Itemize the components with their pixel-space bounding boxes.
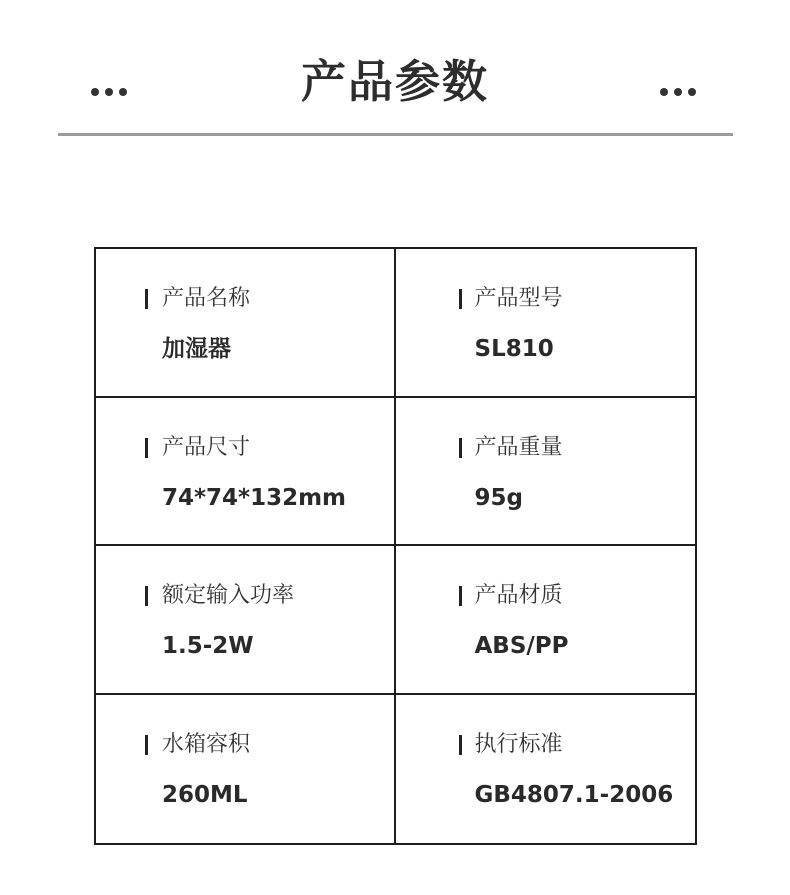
spec-cell-product-model <box>396 249 696 398</box>
label-marker <box>459 289 462 309</box>
spec-label: 产品名称 <box>162 286 251 311</box>
label-marker <box>459 438 462 458</box>
label-marker <box>145 735 148 755</box>
spec-label: 产品重量 <box>474 434 563 460</box>
spec-cell-product-weight <box>396 398 696 547</box>
spec-cell-product-name <box>96 249 396 398</box>
dot-icon <box>660 88 668 96</box>
header-dots-right <box>660 88 696 96</box>
spec-label: 产品型号 <box>474 286 563 311</box>
spec-value: 加湿器 <box>162 336 231 362</box>
spec-label: 水箱容积 <box>162 731 251 757</box>
spec-value: 260ML <box>162 781 248 808</box>
spec-value: 1.5-2W <box>162 633 254 659</box>
dot-icon <box>674 88 682 96</box>
dot-icon <box>688 88 696 96</box>
spec-cell-product-size <box>96 398 396 547</box>
spec-value: SL810 <box>474 336 554 362</box>
page-title: 产品参数 <box>300 55 489 108</box>
spec-cell-tank-capacity <box>96 695 396 844</box>
spec-label: 执行标准 <box>474 731 563 757</box>
spec-value: ABS/PP <box>474 633 569 659</box>
label-marker <box>459 735 462 755</box>
spec-value: 74*74*132mm <box>162 484 347 511</box>
spec-value: 95g <box>474 484 523 511</box>
label-marker <box>145 438 148 458</box>
spec-label: 额定输入功率 <box>162 583 295 608</box>
spec-table <box>94 247 697 845</box>
spec-cell-material <box>396 546 696 695</box>
label-marker <box>145 289 148 309</box>
label-marker <box>459 586 462 606</box>
spec-value: GB4807.1-2006 <box>474 781 674 808</box>
spec-label: 产品材质 <box>474 583 563 608</box>
title-divider <box>58 133 733 136</box>
spec-label: 产品尺寸 <box>162 434 251 460</box>
label-marker <box>145 586 148 606</box>
spec-cell-standard <box>396 695 696 844</box>
spec-cell-rated-power <box>96 546 396 695</box>
